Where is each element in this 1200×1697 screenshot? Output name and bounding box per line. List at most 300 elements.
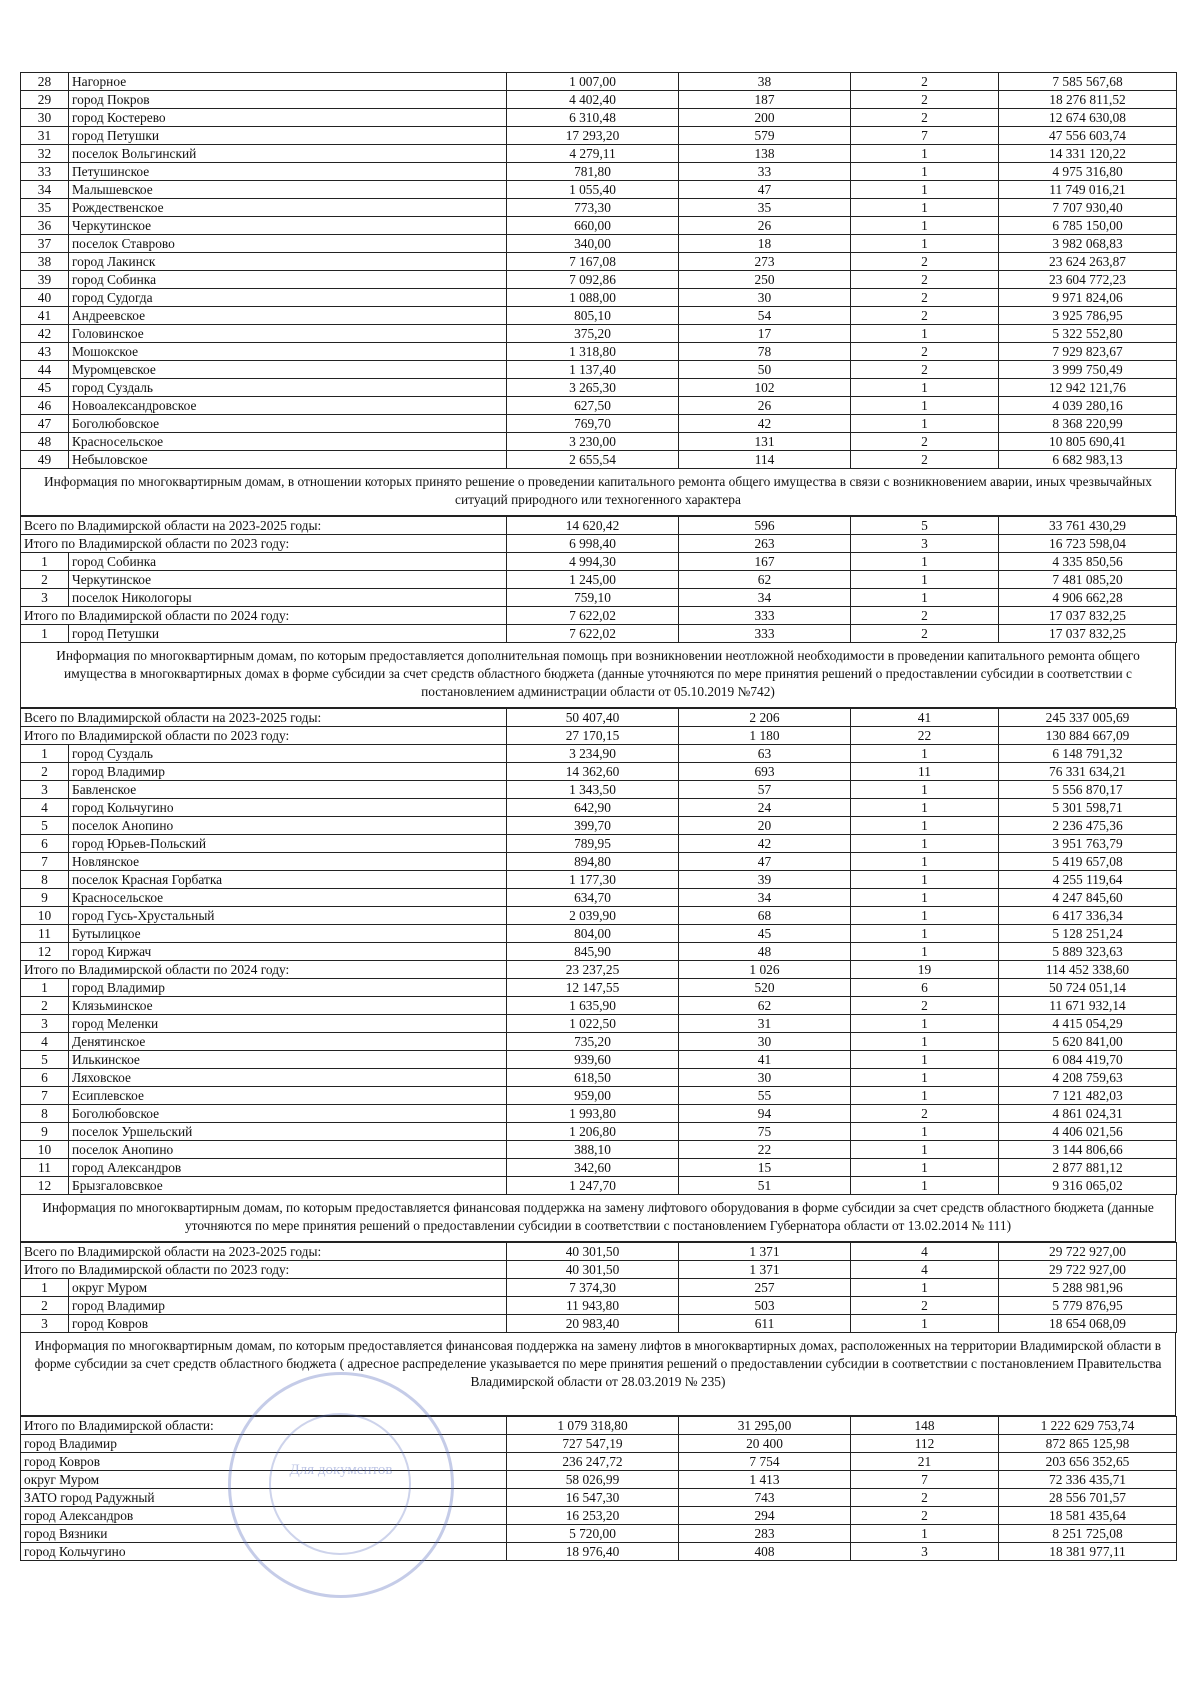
municipality-name: Илькинское <box>69 1051 507 1069</box>
row-number: 6 <box>21 835 69 853</box>
row-number: 46 <box>21 397 69 415</box>
area-value: 1 245,00 <box>507 571 679 589</box>
total-row <box>21 535 1177 553</box>
cost-value: 12 674 630,08 <box>999 109 1177 127</box>
table-row <box>21 1159 1177 1177</box>
table-row <box>21 181 1177 199</box>
section1-body <box>21 73 1177 469</box>
residents-value: 22 <box>679 1141 851 1159</box>
row-number: 9 <box>21 1123 69 1141</box>
row-number: 11 <box>21 1159 69 1177</box>
houses-count: 2 <box>851 997 999 1015</box>
houses-count: 4 <box>851 1261 999 1279</box>
section2-table <box>20 516 1177 643</box>
area-value: 1 993,80 <box>507 1105 679 1123</box>
area-value: 1 318,80 <box>507 343 679 361</box>
cost-value: 4 255 119,64 <box>999 871 1177 889</box>
residents-value: 41 <box>679 1051 851 1069</box>
houses-count: 1 <box>851 1159 999 1177</box>
cost-value: 28 556 701,57 <box>999 1489 1177 1507</box>
table-row <box>21 361 1177 379</box>
houses-count: 1 <box>851 817 999 835</box>
houses-count: 1 <box>851 799 999 817</box>
cost-value: 47 556 603,74 <box>999 127 1177 145</box>
table-row <box>21 415 1177 433</box>
area-value: 642,90 <box>507 799 679 817</box>
table-row <box>21 1141 1177 1159</box>
municipality-name: город Петушки <box>69 127 507 145</box>
cost-value: 72 336 435,71 <box>999 1471 1177 1489</box>
row-number: 35 <box>21 199 69 217</box>
municipality-name: город Вязники <box>21 1525 507 1543</box>
row-number: 33 <box>21 163 69 181</box>
table-row <box>21 853 1177 871</box>
residents-value: 1 413 <box>679 1471 851 1489</box>
section5-heading: Информация по многоквартирным домам, по которым предоставляется финансовая поддержка на замену лифтов в многоквартирных домах, расположенных на территории Владимирской области в форме субсидии за счет средств областного бюджета ( адресное распределение указывается по мере принятия решений о предоставлении субсидии в соответствии с постановлением Правительства Владимирской области от 28.03.2019 № 235) <box>20 1333 1176 1416</box>
municipality-name: поселок Анопино <box>69 817 507 835</box>
row-number: 5 <box>21 817 69 835</box>
cost-value: 6 682 983,13 <box>999 451 1177 469</box>
row-number: 47 <box>21 415 69 433</box>
municipality-name: поселок Ставрово <box>69 235 507 253</box>
municipality-name: город Лакинск <box>69 253 507 271</box>
table-row <box>21 799 1177 817</box>
municipality-name: город Александров <box>69 1159 507 1177</box>
cost-value: 8 251 725,08 <box>999 1525 1177 1543</box>
area-value: 6 310,48 <box>507 109 679 127</box>
table-row <box>21 1297 1177 1315</box>
municipality-name: Ляховское <box>69 1069 507 1087</box>
cost-value: 872 865 125,98 <box>999 1435 1177 1453</box>
residents-value: 39 <box>679 871 851 889</box>
table-row <box>21 1489 1177 1507</box>
row-number: 1 <box>21 553 69 571</box>
cost-value: 17 037 832,25 <box>999 625 1177 643</box>
residents-value: 743 <box>679 1489 851 1507</box>
houses-count: 1 <box>851 571 999 589</box>
residents-value: 333 <box>679 625 851 643</box>
residents-value: 45 <box>679 925 851 943</box>
area-value: 1 177,30 <box>507 871 679 889</box>
houses-count: 112 <box>851 1435 999 1453</box>
table-row <box>21 1543 1177 1561</box>
houses-count: 1 <box>851 1141 999 1159</box>
area-value: 40 301,50 <box>507 1261 679 1279</box>
houses-count: 2 <box>851 1507 999 1525</box>
municipality-name: Малышевское <box>69 181 507 199</box>
document-page <box>20 72 1176 1561</box>
residents-value: 167 <box>679 553 851 571</box>
table-row <box>21 1105 1177 1123</box>
cost-value: 6 148 791,32 <box>999 745 1177 763</box>
area-value: 3 265,30 <box>507 379 679 397</box>
area-value: 773,30 <box>507 199 679 217</box>
cost-value: 7 585 567,68 <box>999 73 1177 91</box>
area-value: 7 622,02 <box>507 607 679 625</box>
total-label: Итого по Владимирской области по 2024 году: <box>21 607 507 625</box>
row-number: 3 <box>21 1015 69 1033</box>
row-number: 32 <box>21 145 69 163</box>
cost-value: 9 971 824,06 <box>999 289 1177 307</box>
row-number: 4 <box>21 799 69 817</box>
area-value: 27 170,15 <box>507 727 679 745</box>
cost-value: 23 604 772,23 <box>999 271 1177 289</box>
row-number: 2 <box>21 997 69 1015</box>
municipality-name: город Покров <box>69 91 507 109</box>
houses-count: 1 <box>851 1123 999 1141</box>
row-number: 39 <box>21 271 69 289</box>
table-row <box>21 253 1177 271</box>
row-number: 7 <box>21 853 69 871</box>
area-value: 16 253,20 <box>507 1507 679 1525</box>
residents-value: 63 <box>679 745 851 763</box>
row-number: 2 <box>21 571 69 589</box>
residents-value: 294 <box>679 1507 851 1525</box>
row-number: 5 <box>21 1051 69 1069</box>
municipality-name: поселок Уршельский <box>69 1123 507 1141</box>
row-number: 49 <box>21 451 69 469</box>
residents-value: 17 <box>679 325 851 343</box>
section5-table <box>20 1416 1177 1561</box>
residents-value: 257 <box>679 1279 851 1297</box>
municipality-name: город Киржач <box>69 943 507 961</box>
municipality-name: Клязьминское <box>69 997 507 1015</box>
cost-value: 10 805 690,41 <box>999 433 1177 451</box>
area-value: 627,50 <box>507 397 679 415</box>
section3-body <box>21 709 1177 1195</box>
table-row <box>21 817 1177 835</box>
houses-count: 1 <box>851 871 999 889</box>
municipality-name: округ Муром <box>21 1471 507 1489</box>
houses-count: 1 <box>851 589 999 607</box>
area-value: 805,10 <box>507 307 679 325</box>
municipality-name: город Меленки <box>69 1015 507 1033</box>
area-value: 6 998,40 <box>507 535 679 553</box>
area-value: 1 022,50 <box>507 1015 679 1033</box>
area-value: 4 402,40 <box>507 91 679 109</box>
houses-count: 1 <box>851 415 999 433</box>
cost-value: 14 331 120,22 <box>999 145 1177 163</box>
total-label: Итого по Владимирской области: <box>21 1417 507 1435</box>
houses-count: 2 <box>851 343 999 361</box>
area-value: 7 167,08 <box>507 253 679 271</box>
row-number: 8 <box>21 871 69 889</box>
residents-value: 24 <box>679 799 851 817</box>
municipality-name: Новлянское <box>69 853 507 871</box>
residents-value: 273 <box>679 253 851 271</box>
houses-count: 1 <box>851 745 999 763</box>
municipality-name: город Гусь-Хрустальный <box>69 907 507 925</box>
houses-count: 7 <box>851 127 999 145</box>
municipality-name: Есиплевское <box>69 1087 507 1105</box>
row-number: 4 <box>21 1033 69 1051</box>
houses-count: 6 <box>851 979 999 997</box>
cost-value: 5 620 841,00 <box>999 1033 1177 1051</box>
row-number: 1 <box>21 979 69 997</box>
residents-value: 57 <box>679 781 851 799</box>
area-value: 2 655,54 <box>507 451 679 469</box>
area-value: 618,50 <box>507 1069 679 1087</box>
houses-count: 22 <box>851 727 999 745</box>
row-number: 42 <box>21 325 69 343</box>
residents-value: 26 <box>679 397 851 415</box>
area-value: 2 039,90 <box>507 907 679 925</box>
houses-count: 2 <box>851 451 999 469</box>
houses-count: 1 <box>851 379 999 397</box>
municipality-name: город Судогда <box>69 289 507 307</box>
area-value: 1 247,70 <box>507 1177 679 1195</box>
houses-count: 1 <box>851 145 999 163</box>
residents-value: 34 <box>679 589 851 607</box>
houses-count: 2 <box>851 1489 999 1507</box>
houses-count: 2 <box>851 73 999 91</box>
cost-value: 11 671 932,14 <box>999 997 1177 1015</box>
cost-value: 5 322 552,80 <box>999 325 1177 343</box>
table-row <box>21 217 1177 235</box>
cost-value: 2 877 881,12 <box>999 1159 1177 1177</box>
houses-count: 4 <box>851 1243 999 1261</box>
row-number: 10 <box>21 907 69 925</box>
residents-value: 20 400 <box>679 1435 851 1453</box>
residents-value: 78 <box>679 343 851 361</box>
houses-count: 2 <box>851 433 999 451</box>
area-value: 12 147,55 <box>507 979 679 997</box>
table-row <box>21 1069 1177 1087</box>
cost-value: 4 406 021,56 <box>999 1123 1177 1141</box>
table-row <box>21 145 1177 163</box>
cost-value: 6 084 419,70 <box>999 1051 1177 1069</box>
row-number: 8 <box>21 1105 69 1123</box>
row-number: 3 <box>21 589 69 607</box>
area-value: 1 206,80 <box>507 1123 679 1141</box>
total-row <box>21 1261 1177 1279</box>
houses-count: 2 <box>851 253 999 271</box>
table-row <box>21 1123 1177 1141</box>
houses-count: 2 <box>851 289 999 307</box>
table-row <box>21 1471 1177 1489</box>
cost-value: 18 276 811,52 <box>999 91 1177 109</box>
total-label: Всего по Владимирской области на 2023-2025 годы: <box>21 1243 507 1261</box>
municipality-name: город Собинка <box>69 553 507 571</box>
residents-value: 20 <box>679 817 851 835</box>
row-number: 6 <box>21 1069 69 1087</box>
area-value: 1 079 318,80 <box>507 1417 679 1435</box>
area-value: 789,95 <box>507 835 679 853</box>
residents-value: 55 <box>679 1087 851 1105</box>
municipality-name: Андреевское <box>69 307 507 325</box>
cost-value: 5 419 657,08 <box>999 853 1177 871</box>
area-value: 1 635,90 <box>507 997 679 1015</box>
table-row <box>21 343 1177 361</box>
houses-count: 3 <box>851 535 999 553</box>
cost-value: 8 368 220,99 <box>999 415 1177 433</box>
row-number: 38 <box>21 253 69 271</box>
total-row <box>21 517 1177 535</box>
area-value: 959,00 <box>507 1087 679 1105</box>
municipality-name: Бутылицкое <box>69 925 507 943</box>
table-row <box>21 589 1177 607</box>
municipality-name: город Собинка <box>69 271 507 289</box>
row-number: 12 <box>21 1177 69 1195</box>
table-row <box>21 1177 1177 1195</box>
area-value: 781,80 <box>507 163 679 181</box>
total-label: Итого по Владимирской области по 2023 году: <box>21 727 507 745</box>
table-row <box>21 979 1177 997</box>
area-value: 4 279,11 <box>507 145 679 163</box>
total-row <box>21 1417 1177 1435</box>
residents-value: 333 <box>679 607 851 625</box>
area-value: 399,70 <box>507 817 679 835</box>
houses-count: 1 <box>851 199 999 217</box>
area-value: 14 362,60 <box>507 763 679 781</box>
area-value: 236 247,72 <box>507 1453 679 1471</box>
cost-value: 3 999 750,49 <box>999 361 1177 379</box>
residents-value: 62 <box>679 997 851 1015</box>
row-number: 43 <box>21 343 69 361</box>
row-number: 3 <box>21 781 69 799</box>
area-value: 342,60 <box>507 1159 679 1177</box>
houses-count: 1 <box>851 1015 999 1033</box>
table-row <box>21 781 1177 799</box>
houses-count: 1 <box>851 943 999 961</box>
residents-value: 187 <box>679 91 851 109</box>
houses-count: 2 <box>851 1297 999 1315</box>
cost-value: 4 906 662,28 <box>999 589 1177 607</box>
table-row <box>21 1279 1177 1297</box>
row-number: 30 <box>21 109 69 127</box>
row-number: 9 <box>21 889 69 907</box>
municipality-name: город Костерево <box>69 109 507 127</box>
houses-count: 1 <box>851 835 999 853</box>
section5-body <box>21 1417 1177 1561</box>
residents-value: 35 <box>679 199 851 217</box>
row-number: 2 <box>21 763 69 781</box>
residents-value: 30 <box>679 1033 851 1051</box>
area-value: 1 343,50 <box>507 781 679 799</box>
table-row <box>21 235 1177 253</box>
row-number: 11 <box>21 925 69 943</box>
row-number: 2 <box>21 1297 69 1315</box>
residents-value: 51 <box>679 1177 851 1195</box>
residents-value: 611 <box>679 1315 851 1333</box>
cost-value: 9 316 065,02 <box>999 1177 1177 1195</box>
cost-value: 18 381 977,11 <box>999 1543 1177 1561</box>
residents-value: 520 <box>679 979 851 997</box>
cost-value: 5 301 598,71 <box>999 799 1177 817</box>
houses-count: 1 <box>851 781 999 799</box>
residents-value: 75 <box>679 1123 851 1141</box>
houses-count: 2 <box>851 91 999 109</box>
cost-value: 4 335 850,56 <box>999 553 1177 571</box>
houses-count: 1 <box>851 1087 999 1105</box>
row-number: 3 <box>21 1315 69 1333</box>
municipality-name: поселок Анопино <box>69 1141 507 1159</box>
cost-value: 5 556 870,17 <box>999 781 1177 799</box>
cost-value: 18 654 068,09 <box>999 1315 1177 1333</box>
cost-value: 29 722 927,00 <box>999 1243 1177 1261</box>
area-value: 18 976,40 <box>507 1543 679 1561</box>
houses-count: 1 <box>851 1525 999 1543</box>
residents-value: 30 <box>679 289 851 307</box>
cost-value: 6 417 336,34 <box>999 907 1177 925</box>
table-row <box>21 325 1177 343</box>
table-row <box>21 199 1177 217</box>
municipality-name: Черкутинское <box>69 571 507 589</box>
total-row <box>21 961 1177 979</box>
houses-count: 7 <box>851 1471 999 1489</box>
stamp-text: Для документов <box>289 1462 393 1478</box>
area-value: 23 237,25 <box>507 961 679 979</box>
houses-count: 2 <box>851 1105 999 1123</box>
section4-table <box>20 1242 1177 1333</box>
cost-value: 4 975 316,80 <box>999 163 1177 181</box>
cost-value: 16 723 598,04 <box>999 535 1177 553</box>
municipality-name: город Владимир <box>69 763 507 781</box>
cost-value: 1 222 629 753,74 <box>999 1417 1177 1435</box>
section3-heading: Информация по многоквартирным домам, по которым предоставляется дополнительная помощь при возникновении неотложной необходимости в проведении капитального ремонта общего имущества в многоквартирных домах в форме субсидии за счет средств областного бюджета (данные уточняются по мере принятия решений о предоставлении субсидии в соответствии с постановлением администрации области от 05.10.2019 №742) <box>20 643 1176 708</box>
cost-value: 203 656 352,65 <box>999 1453 1177 1471</box>
municipality-name: ЗАТО город Радужный <box>21 1489 507 1507</box>
municipality-name: поселок Красная Горбатка <box>69 871 507 889</box>
table-row <box>21 1525 1177 1543</box>
houses-count: 2 <box>851 607 999 625</box>
residents-value: 596 <box>679 517 851 535</box>
row-number: 37 <box>21 235 69 253</box>
houses-count: 1 <box>851 235 999 253</box>
total-label: Всего по Владимирской области на 2023-2025 годы: <box>21 517 507 535</box>
total-label: Итого по Владимирской области по 2024 году: <box>21 961 507 979</box>
houses-count: 1 <box>851 1069 999 1087</box>
municipality-name: город Владимир <box>21 1435 507 1453</box>
table-row <box>21 1087 1177 1105</box>
municipality-name: город Ковров <box>21 1453 507 1471</box>
cost-value: 3 925 786,95 <box>999 307 1177 325</box>
residents-value: 200 <box>679 109 851 127</box>
cost-value: 29 722 927,00 <box>999 1261 1177 1279</box>
residents-value: 18 <box>679 235 851 253</box>
row-number: 1 <box>21 1279 69 1297</box>
residents-value: 15 <box>679 1159 851 1177</box>
area-value: 375,20 <box>507 325 679 343</box>
residents-value: 138 <box>679 145 851 163</box>
total-label: Всего по Владимирской области на 2023-2025 годы: <box>21 709 507 727</box>
houses-count: 1 <box>851 1315 999 1333</box>
section3-table <box>20 708 1177 1195</box>
cost-value: 114 452 338,60 <box>999 961 1177 979</box>
area-value: 340,00 <box>507 235 679 253</box>
municipality-name: Денятинское <box>69 1033 507 1051</box>
table-row <box>21 1051 1177 1069</box>
total-label: Итого по Владимирской области по 2023 году: <box>21 1261 507 1279</box>
houses-count: 1 <box>851 553 999 571</box>
table-row <box>21 625 1177 643</box>
table-row <box>21 925 1177 943</box>
row-number: 10 <box>21 1141 69 1159</box>
cost-value: 7 929 823,67 <box>999 343 1177 361</box>
cost-value: 130 884 667,09 <box>999 727 1177 745</box>
residents-value: 42 <box>679 835 851 853</box>
municipality-name: Рождественское <box>69 199 507 217</box>
residents-value: 693 <box>679 763 851 781</box>
area-value: 759,10 <box>507 589 679 607</box>
table-row <box>21 307 1177 325</box>
cost-value: 2 236 475,36 <box>999 817 1177 835</box>
residents-value: 1 371 <box>679 1243 851 1261</box>
residents-value: 31 <box>679 1015 851 1033</box>
table-row <box>21 73 1177 91</box>
cost-value: 23 624 263,87 <box>999 253 1177 271</box>
municipality-name: город Владимир <box>69 1297 507 1315</box>
